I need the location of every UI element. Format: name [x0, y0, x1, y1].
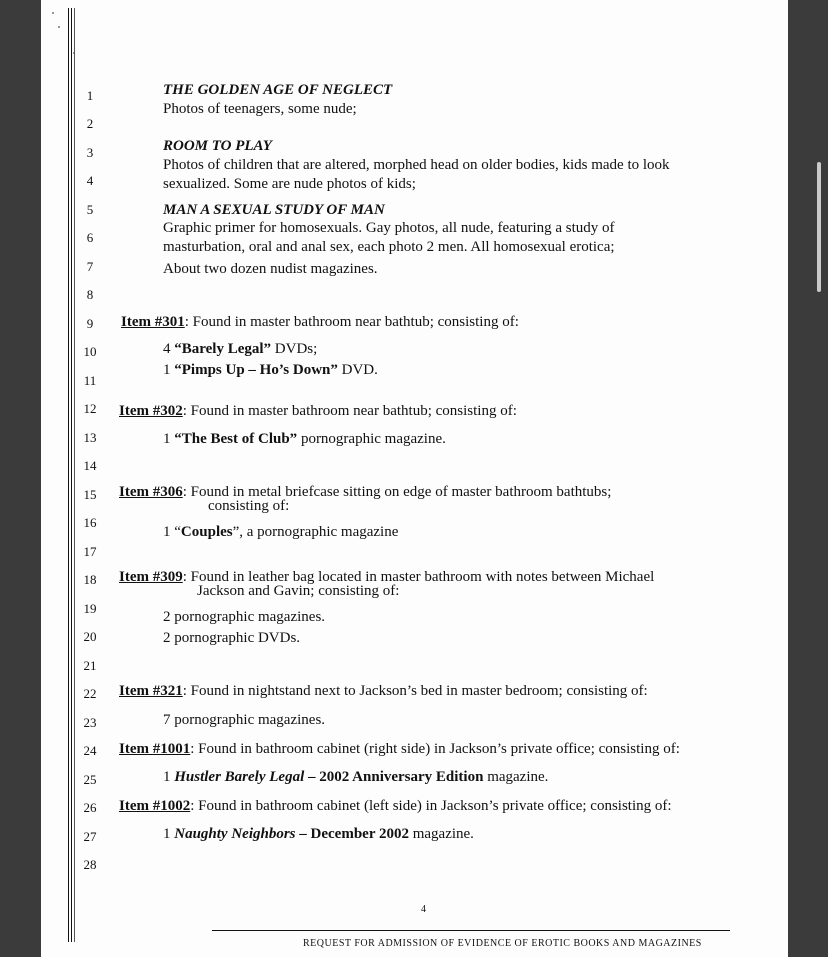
item-302-line-1 — [163, 432, 446, 447]
item-309-heading-cont: Jackson and Gavin; consisting of: — [197, 583, 400, 599]
line-number: 6 — [86, 230, 94, 245]
item-301-line-1 — [163, 342, 317, 357]
product-title: “Pimps Up – Ho’s Down” — [174, 362, 338, 378]
product-type: magazine. — [408, 826, 474, 842]
line-number: 20 — [83, 629, 97, 644]
item-309-line-2: 2 pornographic DVDs. — [163, 630, 301, 646]
book-description: Photos of children that are altered, morphed head on older bodies, kids made to look — [163, 157, 670, 173]
line-number: 12 — [83, 401, 97, 416]
quantity: 1 — [163, 769, 175, 785]
line-number: 24 — [83, 743, 97, 758]
item-1001-heading — [119, 742, 680, 757]
line-number: 16 — [83, 515, 97, 530]
line-number: 2 — [86, 116, 94, 131]
quantity: 1 — [163, 826, 175, 842]
product-type: DVDs; — [271, 341, 318, 357]
book-description: sexualized. Some are nude photos of kids; — [163, 176, 416, 192]
pleading-line-rule — [71, 8, 72, 942]
page-number: 4 — [421, 904, 426, 915]
product-title: “Barely Legal” — [174, 341, 272, 357]
item-302-heading — [119, 404, 517, 419]
book-title: THE GOLDEN AGE OF NEGLECT — [163, 82, 393, 98]
item-label: Item #321 — [119, 683, 183, 699]
item-label: Item #306 — [119, 484, 183, 500]
line-number: 23 — [83, 715, 97, 730]
item-309-line-1: 2 pornographic magazines. — [163, 609, 326, 625]
item-label: Item #1002 — [119, 798, 191, 814]
line-number: 5 — [86, 202, 94, 217]
product-title: “The Best of Club” — [174, 431, 298, 447]
book-title: ROOM TO PLAY — [163, 138, 272, 154]
item-text: : Found in nightstand next to Jackson’s bed in master bedroom; consisting of: — [182, 683, 648, 699]
line-number: 7 — [86, 259, 94, 274]
pleading-line-rule — [74, 8, 75, 942]
item-text: : Found in metal briefcase sitting on edge of master bathroom bathtubs; — [182, 484, 612, 500]
item-306-heading-cont: consisting of: — [208, 498, 290, 514]
line-number: 8 — [86, 287, 94, 302]
product-type: DVD. — [337, 362, 378, 378]
item-306-heading — [119, 485, 611, 500]
item-text: : Found in leather bag located in master bathroom with notes between Michael — [182, 569, 655, 585]
book-title: MAN A SEXUAL STUDY OF MAN — [163, 202, 385, 218]
item-label: Item #302 — [119, 403, 183, 419]
line-number: 17 — [83, 544, 97, 559]
item-1001-line-1 — [163, 770, 548, 785]
item-1002-heading — [119, 799, 672, 814]
line-number: 13 — [83, 430, 97, 445]
quantity: 1 “ — [163, 524, 181, 540]
line-number: 14 — [83, 458, 97, 473]
line-number: 3 — [86, 145, 94, 160]
magazine-title: Naughty Neighbors — [174, 826, 296, 842]
line-number: 4 — [86, 173, 94, 188]
line-number: 11 — [83, 373, 97, 388]
book-description: Photos of teenagers, some nude; — [163, 101, 357, 117]
document-footer-title: REQUEST FOR ADMISSION OF EVIDENCE OF EROTIC BOOKS AND MAGAZINES — [303, 938, 702, 949]
line-number: 18 — [83, 572, 97, 587]
item-301-heading — [121, 315, 519, 330]
pleading-line-rule — [68, 8, 69, 942]
line-number: 1 — [86, 88, 94, 103]
quantity: 1 — [163, 362, 175, 378]
line-number: 27 — [83, 829, 97, 844]
item-1002-line-1 — [163, 827, 474, 842]
book-description: About two dozen nudist magazines. — [163, 261, 378, 277]
product-type: pornographic magazine. — [297, 431, 446, 447]
scan-speck — [58, 26, 60, 28]
line-number: 10 — [83, 344, 97, 359]
line-number: 26 — [83, 800, 97, 815]
item-label: Item #301 — [121, 314, 185, 330]
line-number: 21 — [83, 658, 97, 673]
scrollbar-thumb[interactable] — [817, 162, 821, 292]
product-type: ”, a pornographic magazine — [232, 524, 399, 540]
item-text: : Found in master bathroom near bathtub; consisting of: — [184, 314, 519, 330]
scan-speck — [52, 12, 54, 14]
magazine-edition: – December 2002 — [295, 826, 409, 842]
item-306-line-1 — [163, 525, 398, 540]
item-label: Item #1001 — [119, 741, 191, 757]
quantity: 4 — [163, 341, 175, 357]
book-description: masturbation, oral and anal sex, each photo 2 men. All homosexual erotica; — [163, 239, 615, 255]
line-number: 19 — [83, 601, 97, 616]
line-number: 25 — [83, 772, 97, 787]
product-type: magazine. — [483, 769, 549, 785]
footer-rule — [212, 930, 730, 931]
magazine-edition: – 2002 Anniversary Edition — [304, 769, 484, 785]
line-number: 9 — [86, 316, 94, 331]
product-title: Couples — [180, 524, 233, 540]
item-321-line-1: 7 pornographic magazines. — [163, 712, 326, 728]
item-label: Item #309 — [119, 569, 183, 585]
book-description: Graphic primer for homosexuals. Gay photos, all nude, featuring a study of — [163, 220, 615, 236]
quantity: 1 — [163, 431, 175, 447]
line-number: 28 — [83, 857, 97, 872]
item-text: : Found in master bathroom near bathtub; consisting of: — [182, 403, 517, 419]
line-number: 22 — [83, 686, 97, 701]
item-text: : Found in bathroom cabinet (right side) in Jackson’s private office; consisting of: — [190, 741, 680, 757]
magazine-title: Hustler Barely Legal — [174, 769, 305, 785]
line-number: 15 — [83, 487, 97, 502]
item-321-heading — [119, 684, 648, 699]
item-301-line-2 — [163, 363, 378, 378]
item-text: : Found in bathroom cabinet (left side) in Jackson’s private office; consisting of: — [190, 798, 672, 814]
